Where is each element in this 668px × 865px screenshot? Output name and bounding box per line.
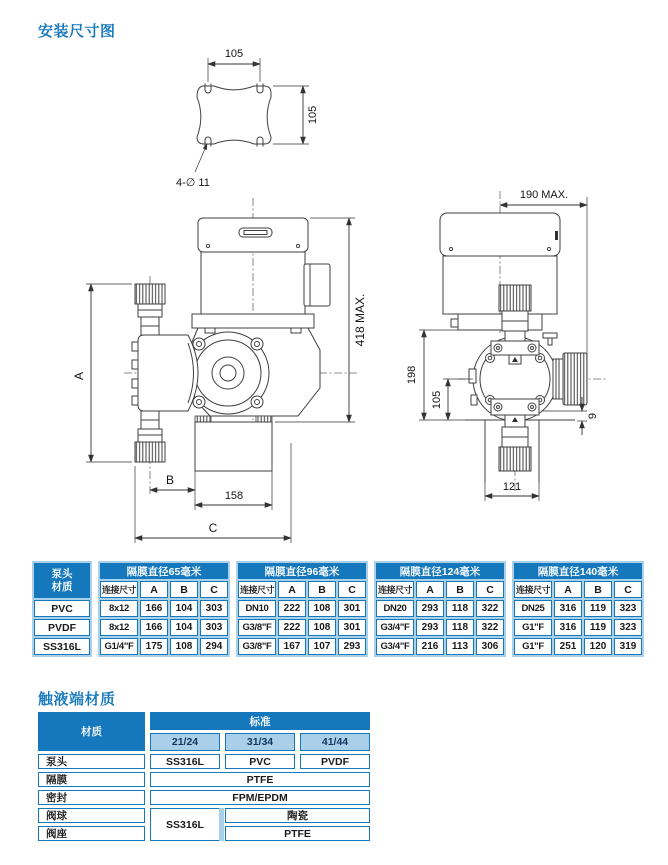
- col-header: C: [200, 581, 228, 598]
- header-line2: 材质: [51, 580, 73, 593]
- cell-b: 108: [170, 638, 198, 655]
- dim-label-c: C: [208, 521, 218, 535]
- cell-c: 319: [614, 638, 642, 655]
- cell-a: 293: [416, 600, 444, 617]
- cell-connection: 8x12: [100, 619, 138, 636]
- col-header: A: [140, 581, 168, 598]
- dim-table-140mm: [512, 561, 644, 657]
- cell-a: 316: [554, 600, 582, 617]
- dim-table-title: 隔膜直径65毫米: [100, 563, 228, 579]
- cell-connection: DN25: [514, 600, 552, 617]
- pump-front-view-drawing: [403, 183, 665, 525]
- cell-connection: G1/4"F: [100, 638, 138, 655]
- cell-connection: G3/4"F: [376, 619, 414, 636]
- cell-b: 118: [446, 600, 474, 617]
- section-title-install-dimensions: 安装尺寸图: [38, 23, 116, 40]
- cell-connection: DN20: [376, 600, 414, 617]
- cell-c: 306: [476, 638, 504, 655]
- cell-c: 322: [476, 619, 504, 636]
- dim-table-65mm: [98, 561, 230, 657]
- dim-label-9: 9: [587, 412, 599, 420]
- row-label-valve-ball: 阀球: [38, 808, 145, 823]
- cell-connection: G1"F: [514, 619, 552, 636]
- dim-label-base-158: 158: [224, 490, 244, 502]
- cell-c: 293: [338, 638, 366, 655]
- cell-c: 323: [614, 600, 642, 617]
- seal-value: FPM/EPDM: [150, 790, 370, 805]
- cell-c: 301: [338, 619, 366, 636]
- cell-a: 222: [278, 619, 306, 636]
- pump-head-material-header: [34, 563, 90, 598]
- cell-b: 104: [170, 600, 198, 617]
- col-header: 连接尺寸: [100, 581, 138, 598]
- cell-c: 323: [614, 619, 642, 636]
- cell-a: 166: [140, 600, 168, 617]
- cell-b: 108: [308, 619, 336, 636]
- cell-c: 301: [338, 600, 366, 617]
- valve-ball-value: 陶瓷: [225, 808, 370, 823]
- row-label-pump-head: 泵头: [38, 754, 145, 769]
- col-header: B: [584, 581, 612, 598]
- dim-label-mounting-holes: 4-∅ 11: [176, 177, 210, 189]
- cell-a: 166: [140, 619, 168, 636]
- header-line1: 泵头: [51, 567, 73, 580]
- cell-a: 222: [278, 600, 306, 617]
- col-header: B: [170, 581, 198, 598]
- dim-label-105: 105: [431, 390, 443, 410]
- cell-a: 251: [554, 638, 582, 655]
- col-header: C: [614, 581, 642, 598]
- cell-b: 119: [584, 619, 612, 636]
- dim-label-base-width: 105: [224, 48, 244, 60]
- cell-b: 113: [446, 638, 474, 655]
- row-label-diaphragm: 隔膜: [38, 772, 145, 787]
- dim-label-base-depth: 105: [307, 105, 319, 125]
- cell-b: 107: [308, 638, 336, 655]
- cell-connection: G3/8"F: [238, 619, 276, 636]
- pump-head-21-24: SS316L: [150, 754, 220, 769]
- base-plate-outline: [197, 86, 271, 144]
- dim-label-198: 198: [406, 365, 418, 385]
- cell-b: 120: [584, 638, 612, 655]
- material-row-pvc: PVC: [34, 600, 90, 617]
- col-header: A: [416, 581, 444, 598]
- cell-connection: 8x12: [100, 600, 138, 617]
- col-header: C: [338, 581, 366, 598]
- cell-c: 294: [200, 638, 228, 655]
- dim-label-b: B: [165, 473, 175, 487]
- cell-c: 303: [200, 619, 228, 636]
- cell-connection: DN10: [238, 600, 276, 617]
- size-header-21-24: 21/24: [150, 733, 220, 751]
- valve-shared-material: SS316L: [150, 808, 220, 841]
- standard-header: 标准: [150, 712, 370, 730]
- dim-label-width-max: 190 MAX.: [519, 189, 569, 201]
- col-header: 连接尺寸: [376, 581, 414, 598]
- col-header: A: [278, 581, 306, 598]
- cell-connection: G3/8"F: [238, 638, 276, 655]
- col-header: 连接尺寸: [238, 581, 276, 598]
- cell-c: 303: [200, 600, 228, 617]
- dim-label-a: A: [72, 371, 86, 381]
- dim-table-title: 隔膜直径124毫米: [376, 563, 504, 579]
- cell-a: 316: [554, 619, 582, 636]
- cell-a: 175: [140, 638, 168, 655]
- pump-head-41-44: PVDF: [300, 754, 370, 769]
- dim-label-121: 121: [502, 481, 522, 493]
- base-plate-drawing: [175, 40, 350, 198]
- row-label-valve-seat: 阀座: [38, 826, 145, 841]
- col-header: A: [554, 581, 582, 598]
- cell-b: 104: [170, 619, 198, 636]
- col-header: B: [308, 581, 336, 598]
- dim-table-title: 隔膜直径96毫米: [238, 563, 366, 579]
- dim-label-height-max: 418 MAX.: [353, 293, 367, 347]
- dimension-tables: [32, 561, 644, 657]
- section-title-wetted-materials: 触液端材质: [38, 691, 116, 708]
- cell-c: 322: [476, 600, 504, 617]
- cell-b: 108: [308, 600, 336, 617]
- cell-a: 293: [416, 619, 444, 636]
- cell-a: 216: [416, 638, 444, 655]
- cell-b: 119: [584, 600, 612, 617]
- dim-table-96mm: [236, 561, 368, 657]
- cell-b: 118: [446, 619, 474, 636]
- dim-table-title: 隔膜直径140毫米: [514, 563, 642, 579]
- col-header: C: [476, 581, 504, 598]
- diaphragm-value: PTFE: [150, 772, 370, 787]
- pump-head-31-34: PVC: [225, 754, 295, 769]
- valve-seat-value: PTFE: [225, 826, 370, 841]
- material-column-header: 材质: [38, 712, 145, 751]
- dim-table-124mm: [374, 561, 506, 657]
- row-label-seal: 密封: [38, 790, 145, 805]
- material-table: [38, 712, 370, 841]
- pump-side-view-drawing: [58, 188, 383, 550]
- col-header: B: [446, 581, 474, 598]
- size-header-31-34: 31/34: [225, 733, 295, 751]
- col-header: 连接尺寸: [514, 581, 552, 598]
- pump-head-material-column: [32, 561, 92, 657]
- size-header-41-44: 41/44: [300, 733, 370, 751]
- material-row-pvdf: PVDF: [34, 619, 90, 636]
- cell-connection: G3/4"F: [376, 638, 414, 655]
- cell-connection: G1"F: [514, 638, 552, 655]
- material-row-ss316l: SS316L: [34, 638, 90, 655]
- cell-a: 167: [278, 638, 306, 655]
